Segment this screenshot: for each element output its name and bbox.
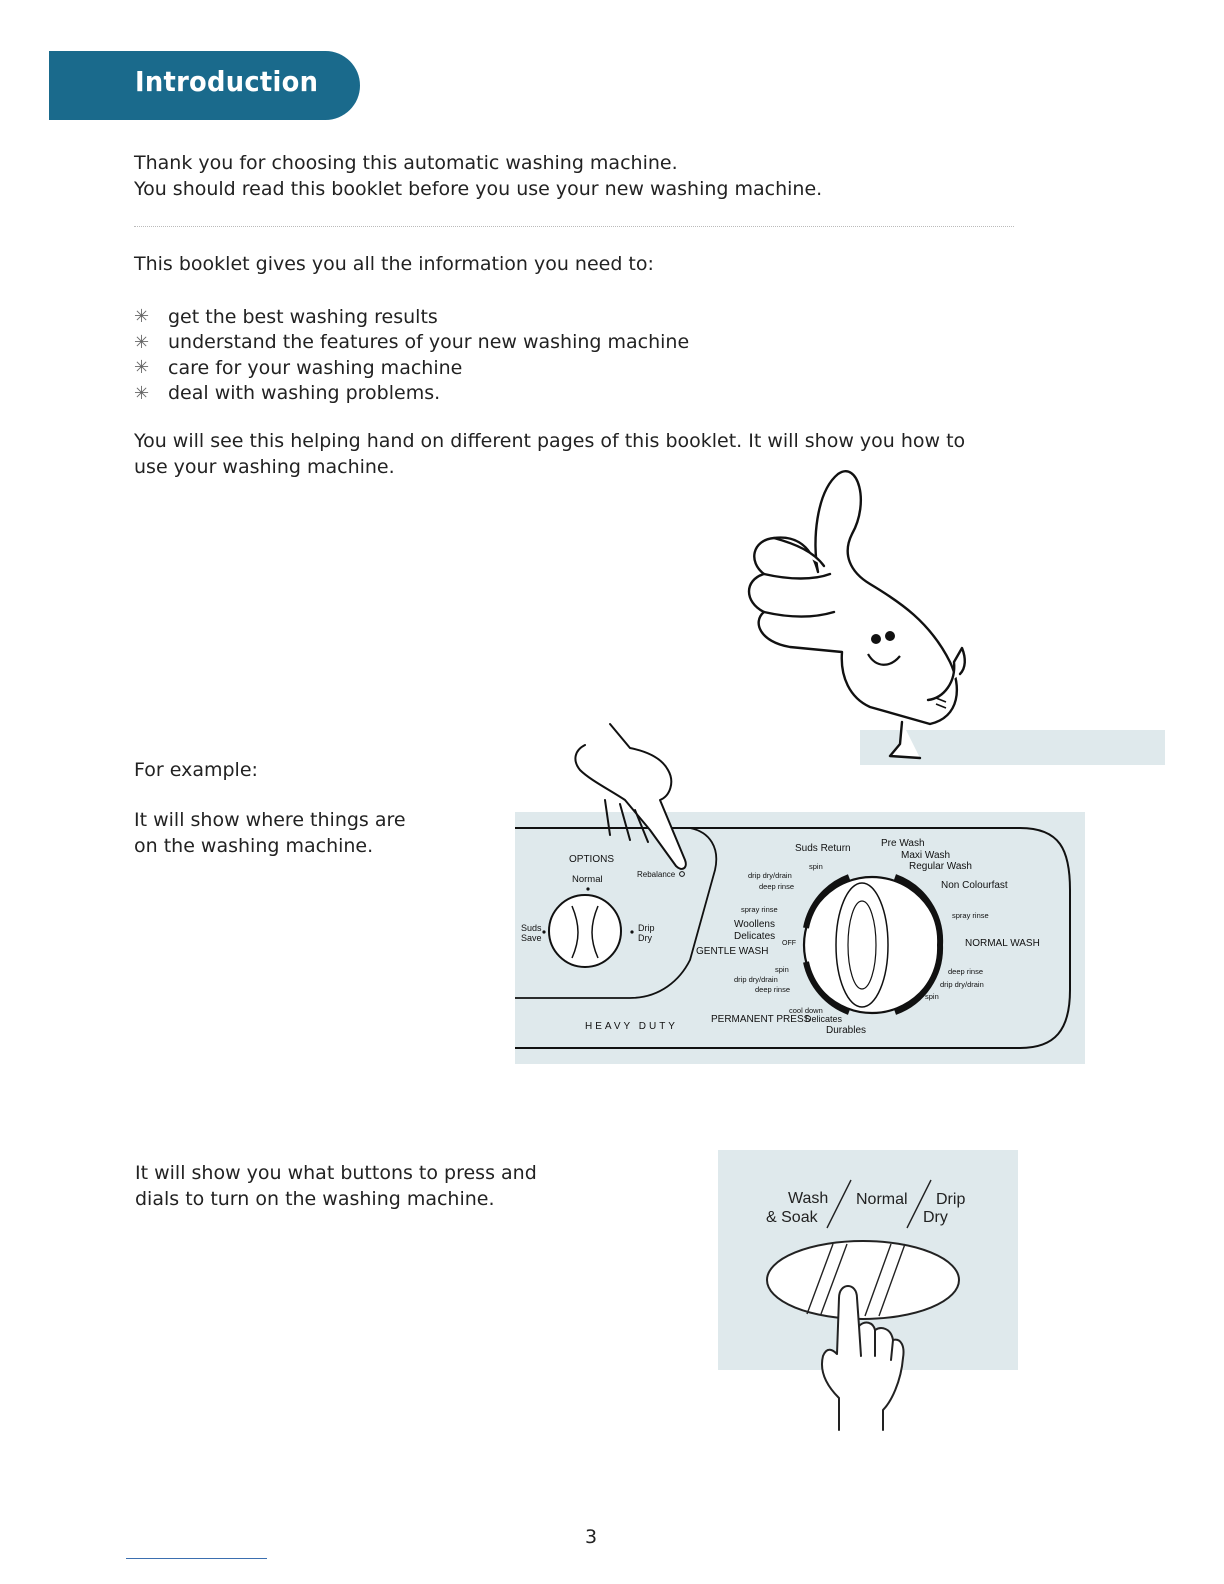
rebalance-label: Rebalance xyxy=(637,870,676,879)
svg-text:Suds: Suds xyxy=(521,923,542,933)
svg-text:Save: Save xyxy=(521,933,542,943)
svg-text:Regular Wash: Regular Wash xyxy=(909,861,972,872)
intro-paragraph xyxy=(134,151,822,202)
asterisk-bullet-icon: ✳ xyxy=(134,306,150,328)
selector-button-illustration xyxy=(715,1148,1020,1438)
svg-text:cool down: cool down xyxy=(789,1006,823,1015)
page-number: 3 xyxy=(584,1526,598,1548)
example-where-text: It will show where things are on the washing machine. xyxy=(134,809,406,857)
control-panel-illustration xyxy=(510,720,1090,1066)
svg-text:Dry: Dry xyxy=(638,933,652,943)
svg-text:Durables: Durables xyxy=(826,1025,867,1036)
svg-text:spray rinse: spray rinse xyxy=(741,905,778,914)
list-item: ✳ deal with washing problems. xyxy=(134,382,441,405)
svg-text:spin: spin xyxy=(809,862,823,871)
section-banner xyxy=(49,51,360,120)
asterisk-bullet-icon: ✳ xyxy=(134,331,150,353)
svg-text:Drip: Drip xyxy=(936,1191,966,1208)
svg-text:Drip: Drip xyxy=(638,923,655,933)
footer-rule xyxy=(126,1558,267,1559)
dotted-divider xyxy=(134,226,1014,227)
asterisk-bullet-icon: ✳ xyxy=(134,357,150,379)
svg-text:Normal: Normal xyxy=(856,1191,908,1208)
example-label: For example: xyxy=(134,759,258,781)
svg-text:drip dry/drain: drip dry/drain xyxy=(940,980,984,989)
list-item: ✳ get the best washing results xyxy=(134,305,438,328)
svg-text:drip dry/drain: drip dry/drain xyxy=(734,975,778,984)
intro-line-1: Thank you for choosing this automatic washing machine. xyxy=(134,152,678,174)
svg-text:Delicates: Delicates xyxy=(734,931,776,942)
intro-line-2: You should read this booklet before you use your new washing machine. xyxy=(134,177,823,200)
svg-text:deep rinse: deep rinse xyxy=(755,985,791,994)
svg-text:Pre Wash: Pre Wash xyxy=(881,838,925,849)
svg-text:Normal: Normal xyxy=(572,874,603,885)
svg-text:spin: spin xyxy=(925,992,939,1001)
svg-text:Woollens: Woollens xyxy=(734,919,775,930)
svg-text:Dry: Dry xyxy=(923,1209,948,1226)
svg-text:Suds Return: Suds Return xyxy=(795,843,851,854)
svg-text:spray rinse: spray rinse xyxy=(952,911,989,920)
list-item: ✳ care for your washing machine xyxy=(134,356,463,379)
svg-text:deep rinse: deep rinse xyxy=(759,882,795,891)
info-lead: This booklet gives you all the information you need to: xyxy=(134,253,654,275)
svg-text:PERMANENT PRESS: PERMANENT PRESS xyxy=(711,1014,811,1025)
svg-text:deep rinse: deep rinse xyxy=(948,967,984,976)
svg-text:spin: spin xyxy=(775,965,789,974)
heavy-duty-label: HEAVY DUTY xyxy=(585,1021,678,1032)
options-label: OPTIONS xyxy=(569,854,615,865)
svg-text:& Soak: & Soak xyxy=(766,1209,818,1226)
selector-knob[interactable] xyxy=(767,1241,959,1319)
page-title: Introduction xyxy=(135,65,319,98)
info-bullet-list xyxy=(134,304,689,406)
helping-hand-paragraph: You will see this helping hand on different pages of this booklet. It will show you how to use your washing machine. xyxy=(134,430,966,478)
svg-text:Wash: Wash xyxy=(788,1190,829,1207)
svg-text:GENTLE WASH: GENTLE WASH xyxy=(696,946,769,957)
svg-text:Maxi Wash: Maxi Wash xyxy=(901,850,951,861)
list-item: ✳ understand the features of your new washing machine xyxy=(134,331,690,354)
svg-text:OFF: OFF xyxy=(782,940,796,947)
svg-text:NORMAL WASH: NORMAL WASH xyxy=(965,938,1040,949)
svg-text:Non Colourfast: Non Colourfast xyxy=(941,880,1008,891)
example-buttons-text: It will show you what buttons to press and dials to turn on the washing machine. xyxy=(135,1162,537,1210)
svg-text:drip dry/drain: drip dry/drain xyxy=(748,871,792,880)
asterisk-bullet-icon: ✳ xyxy=(134,382,150,404)
svg-text:Delicates: Delicates xyxy=(805,1014,843,1024)
